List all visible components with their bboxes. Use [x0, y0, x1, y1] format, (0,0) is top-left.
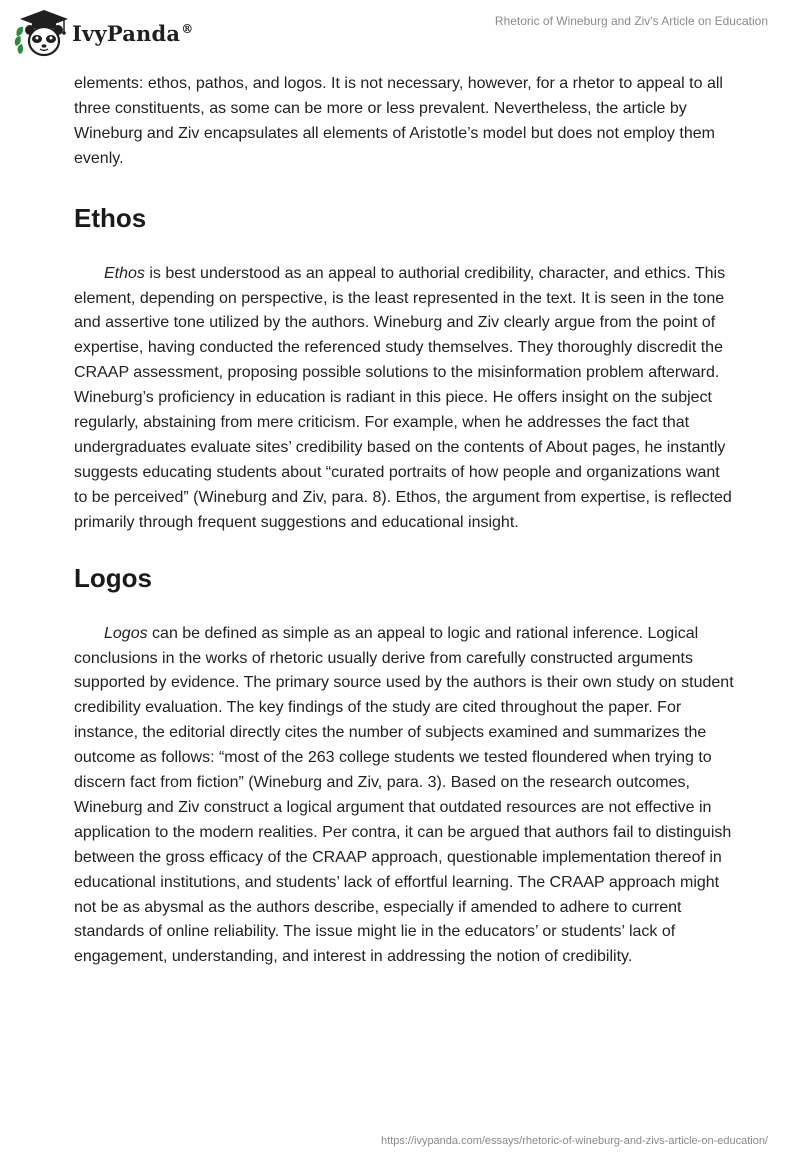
logos-heading: Logos — [74, 562, 152, 593]
panda-graduate-icon — [14, 8, 70, 58]
ethos-heading: Ethos — [74, 202, 147, 233]
footer-source-url[interactable]: https://ivypanda.com/essays/rhetoric-of-wineburg-and-zivs-article-on-education/ — [380, 1135, 768, 1147]
essay-content — [74, 72, 734, 970]
ethos-paragraph-text: is best understood as an appeal to authorial credibility, character, and ethics. This element, depending on perspective, is the least represented in the text. It is seen in the tone and assertive tone utilized by the authors. Wineburg and Ziv clearly argue from the point of expertise, having conducted the referenced study themselves. They thoroughly discredit the CRAAP assessment, proposing possible solutions to the misinformation problem afterward. Wineburg’s proficiency in education is radiant in this piece. He offers insight on the subject regularly, abstaining from mere criticism. For example, when he addresses the fact that undergraduates evaluate sites’ credibility based on the contents of About pages, he instantly suggests educating students about “curated portraits of how people and organizations want to be perceived” (Wineburg and Ziv, para. 8). Ethos, the argument from expertise, is reflected primarily through frequent suggestions and educational insight. — [74, 264, 732, 531]
logos-paragraph — [74, 622, 734, 971]
document-title: Rhetoric of Wineburg and Ziv's Article on Education — [494, 14, 768, 28]
ivypanda-logo[interactable] — [14, 8, 193, 58]
page-header — [0, 0, 800, 70]
logos-paragraph-text: can be defined as simple as an appeal to logic and rational inference. Logical conclusions in the works of rhetoric usually derive from carefully constructed arguments supported by evidence. The primary source used by the authors is their own study on student credibility evaluation. The key findings of the study are cited throughout the paper. For instance, the editorial directly cites the number of subjects examined and summarizes the outcome as follows: “most of the 263 college students we tested floundered when trying to discern fact from fiction” (Wineburg and Ziv, para. 3). Based on the research outcomes, Wineburg and Ziv construct a logical argument that outdated resources are not effective in application to the modern realities. Per contra, it can be argued that authors fail to distinguish between the gross efficacy of the CRAAP approach, questionable implementation thereof in educational institutions, and students’ lack of effortful learning. The CRAAP approach might not be as abysmal as the authors describe, especially if amended to adhere to current standards of online reliability. The issue might lie in the educators’ or students’ lack of engagement, understanding, and interest in addressing the notion of credibility. — [74, 624, 734, 966]
logo-text: IvyPanda® — [72, 20, 194, 46]
ethos-paragraph — [74, 262, 734, 536]
ethos-lead-term: Ethos — [104, 264, 145, 282]
logos-lead-term: Logos — [104, 624, 148, 642]
intro-paragraph: elements: ethos, pathos, and logos. It is not necessary, however, for a rhetor to appeal to all three constituents, as some can be more or less prevalent. Nevertheless, the article by Wineburg and Ziv encapsulates all elements of Aristotle’s model but does not employ them evenly. — [74, 75, 723, 167]
